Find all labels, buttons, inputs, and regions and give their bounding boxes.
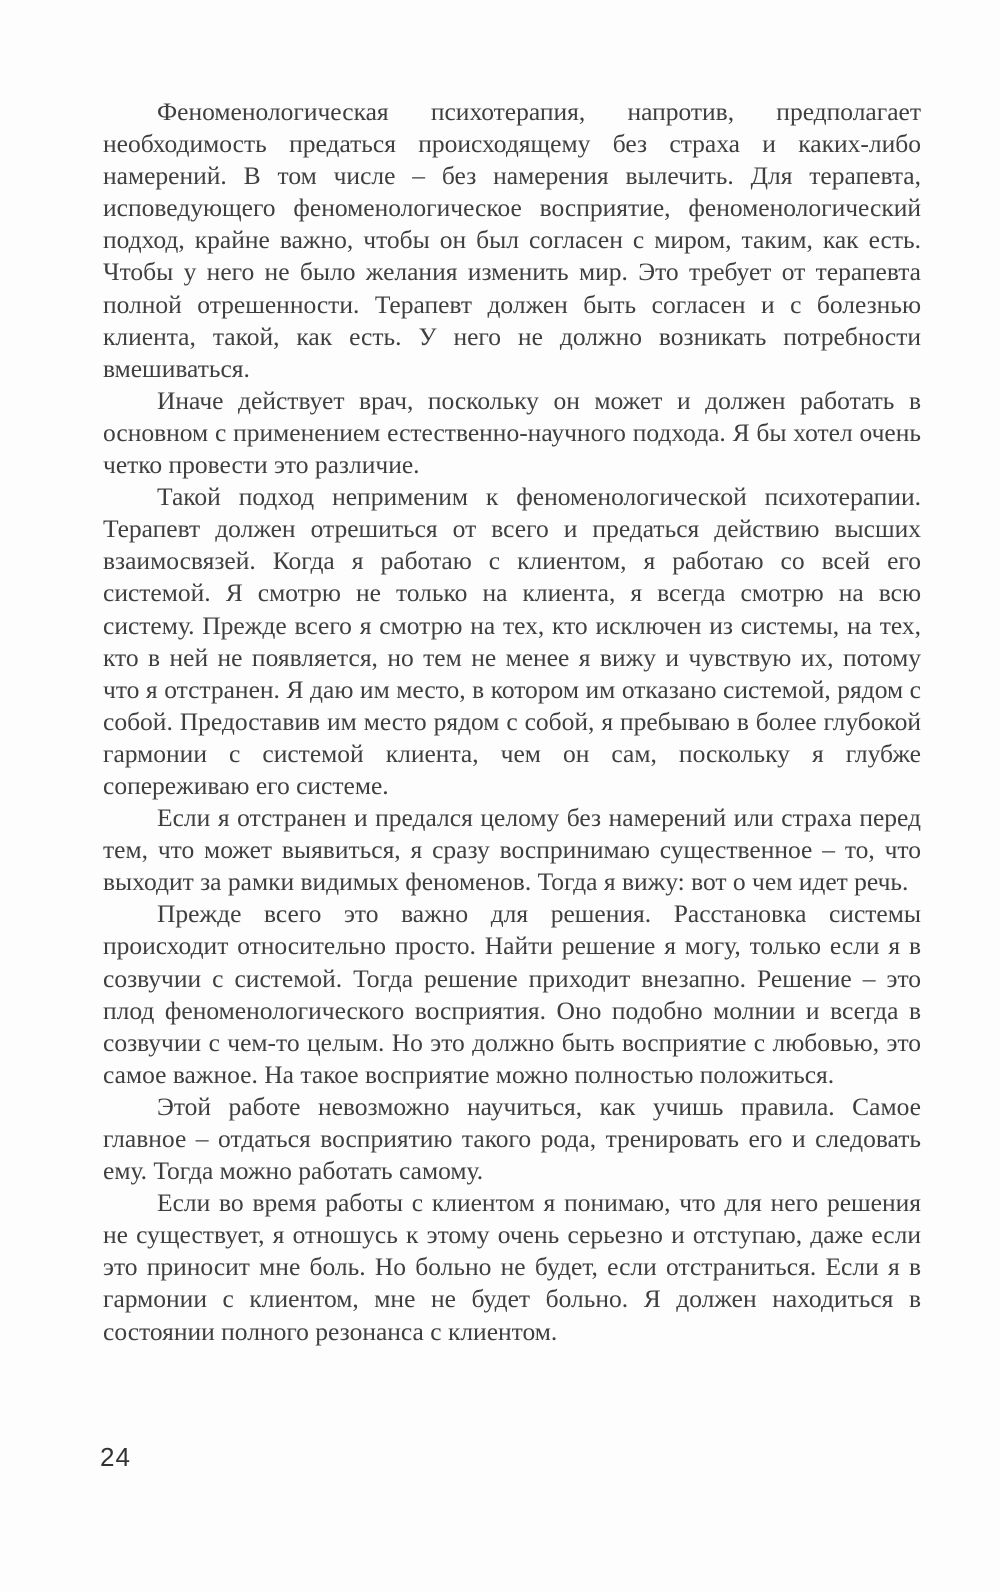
paragraph-1: Феноменологическая психотерапия, напротив, предполагает необходимость предаться происходящему без страха и каких-либо намерений. В том числе – без намерения вылечить. Для терапевта, исповедующего феноменологическое восприятие, феноменологический подход, крайне важно, чтобы он был согласен с миром, таким, как есть. Чтобы у него не было желания изменить мир. Это требует от терапевта полной отрешенности. Терапевт должен быть согласен и с болезнью клиента, такой, как есть. У него не должно возникать потребности вмешиваться. (103, 97, 921, 383)
paragraph-4: Если я отстранен и предался целому без намерений или страха перед тем, что может выявиться, я сразу воспринимаю существенное – то, что выходит за рамки видимых феноменов. Тогда я вижу: вот о чем идет речь. (103, 803, 921, 897)
paragraph-6: Этой работе невозможно научиться, как учишь правила. Самое главное – отдаться восприятию такого рода, тренировать его и следовать ему. Тогда можно работать самому. (103, 1091, 921, 1186)
body-text (103, 96, 921, 1348)
paragraph-3: Такой подход неприменим к феноменологической психотерапии. Терапевт должен отрешиться от всего и предаться действию высших взаимосвязей. Когда я работаю с клиентом, я работаю со всей его системой. Я смотрю не только на клиента, я всегда смотрю на всю систему. Прежде всего я смотрю на тех, кто исключен из системы, на тех, кто в ней не появляется, но тем не менее я вижу и чувствую их, потому что я отстранен. Я даю им место, в котором им отказано системой, рядом с собой. Предоставив им место рядом с собой, я пребываю в более глубокой гармонии с системой клиента, чем он сам, поскольку я глубже сопереживаю его системе. (103, 482, 921, 800)
paragraph-5: Прежде всего это важно для решения. Расстановка системы происходит относительно просто. Найти решение я могу, только если я в созвучии с системой. Тогда решение приходит внезапно. Решение – это плод феноменологического восприятия. Оно подобно молнии и всегда в созвучии с чем-то целым. Но это должно быть восприятие с любовью, это самое важное. На такое восприятие можно полностью положиться. (103, 899, 921, 1089)
page-number: 24 (100, 1442, 131, 1472)
paragraph-2: Иначе действует врач, поскольку он может и должен работать в основном с применением естественно-научного подхода. Я бы хотел очень четко провести это различие. (103, 385, 921, 480)
paragraph-7: Если во время работы с клиентом я понимаю, что для него решения не существует, я отношусь к этому очень серьезно и отступаю, даже если это приносит мне боль. Но больно не будет, если отстраниться. Если я в гармонии с клиентом, мне не будет больно. Я должен находиться в состоянии полного резонанса с клиентом. (103, 1188, 921, 1346)
